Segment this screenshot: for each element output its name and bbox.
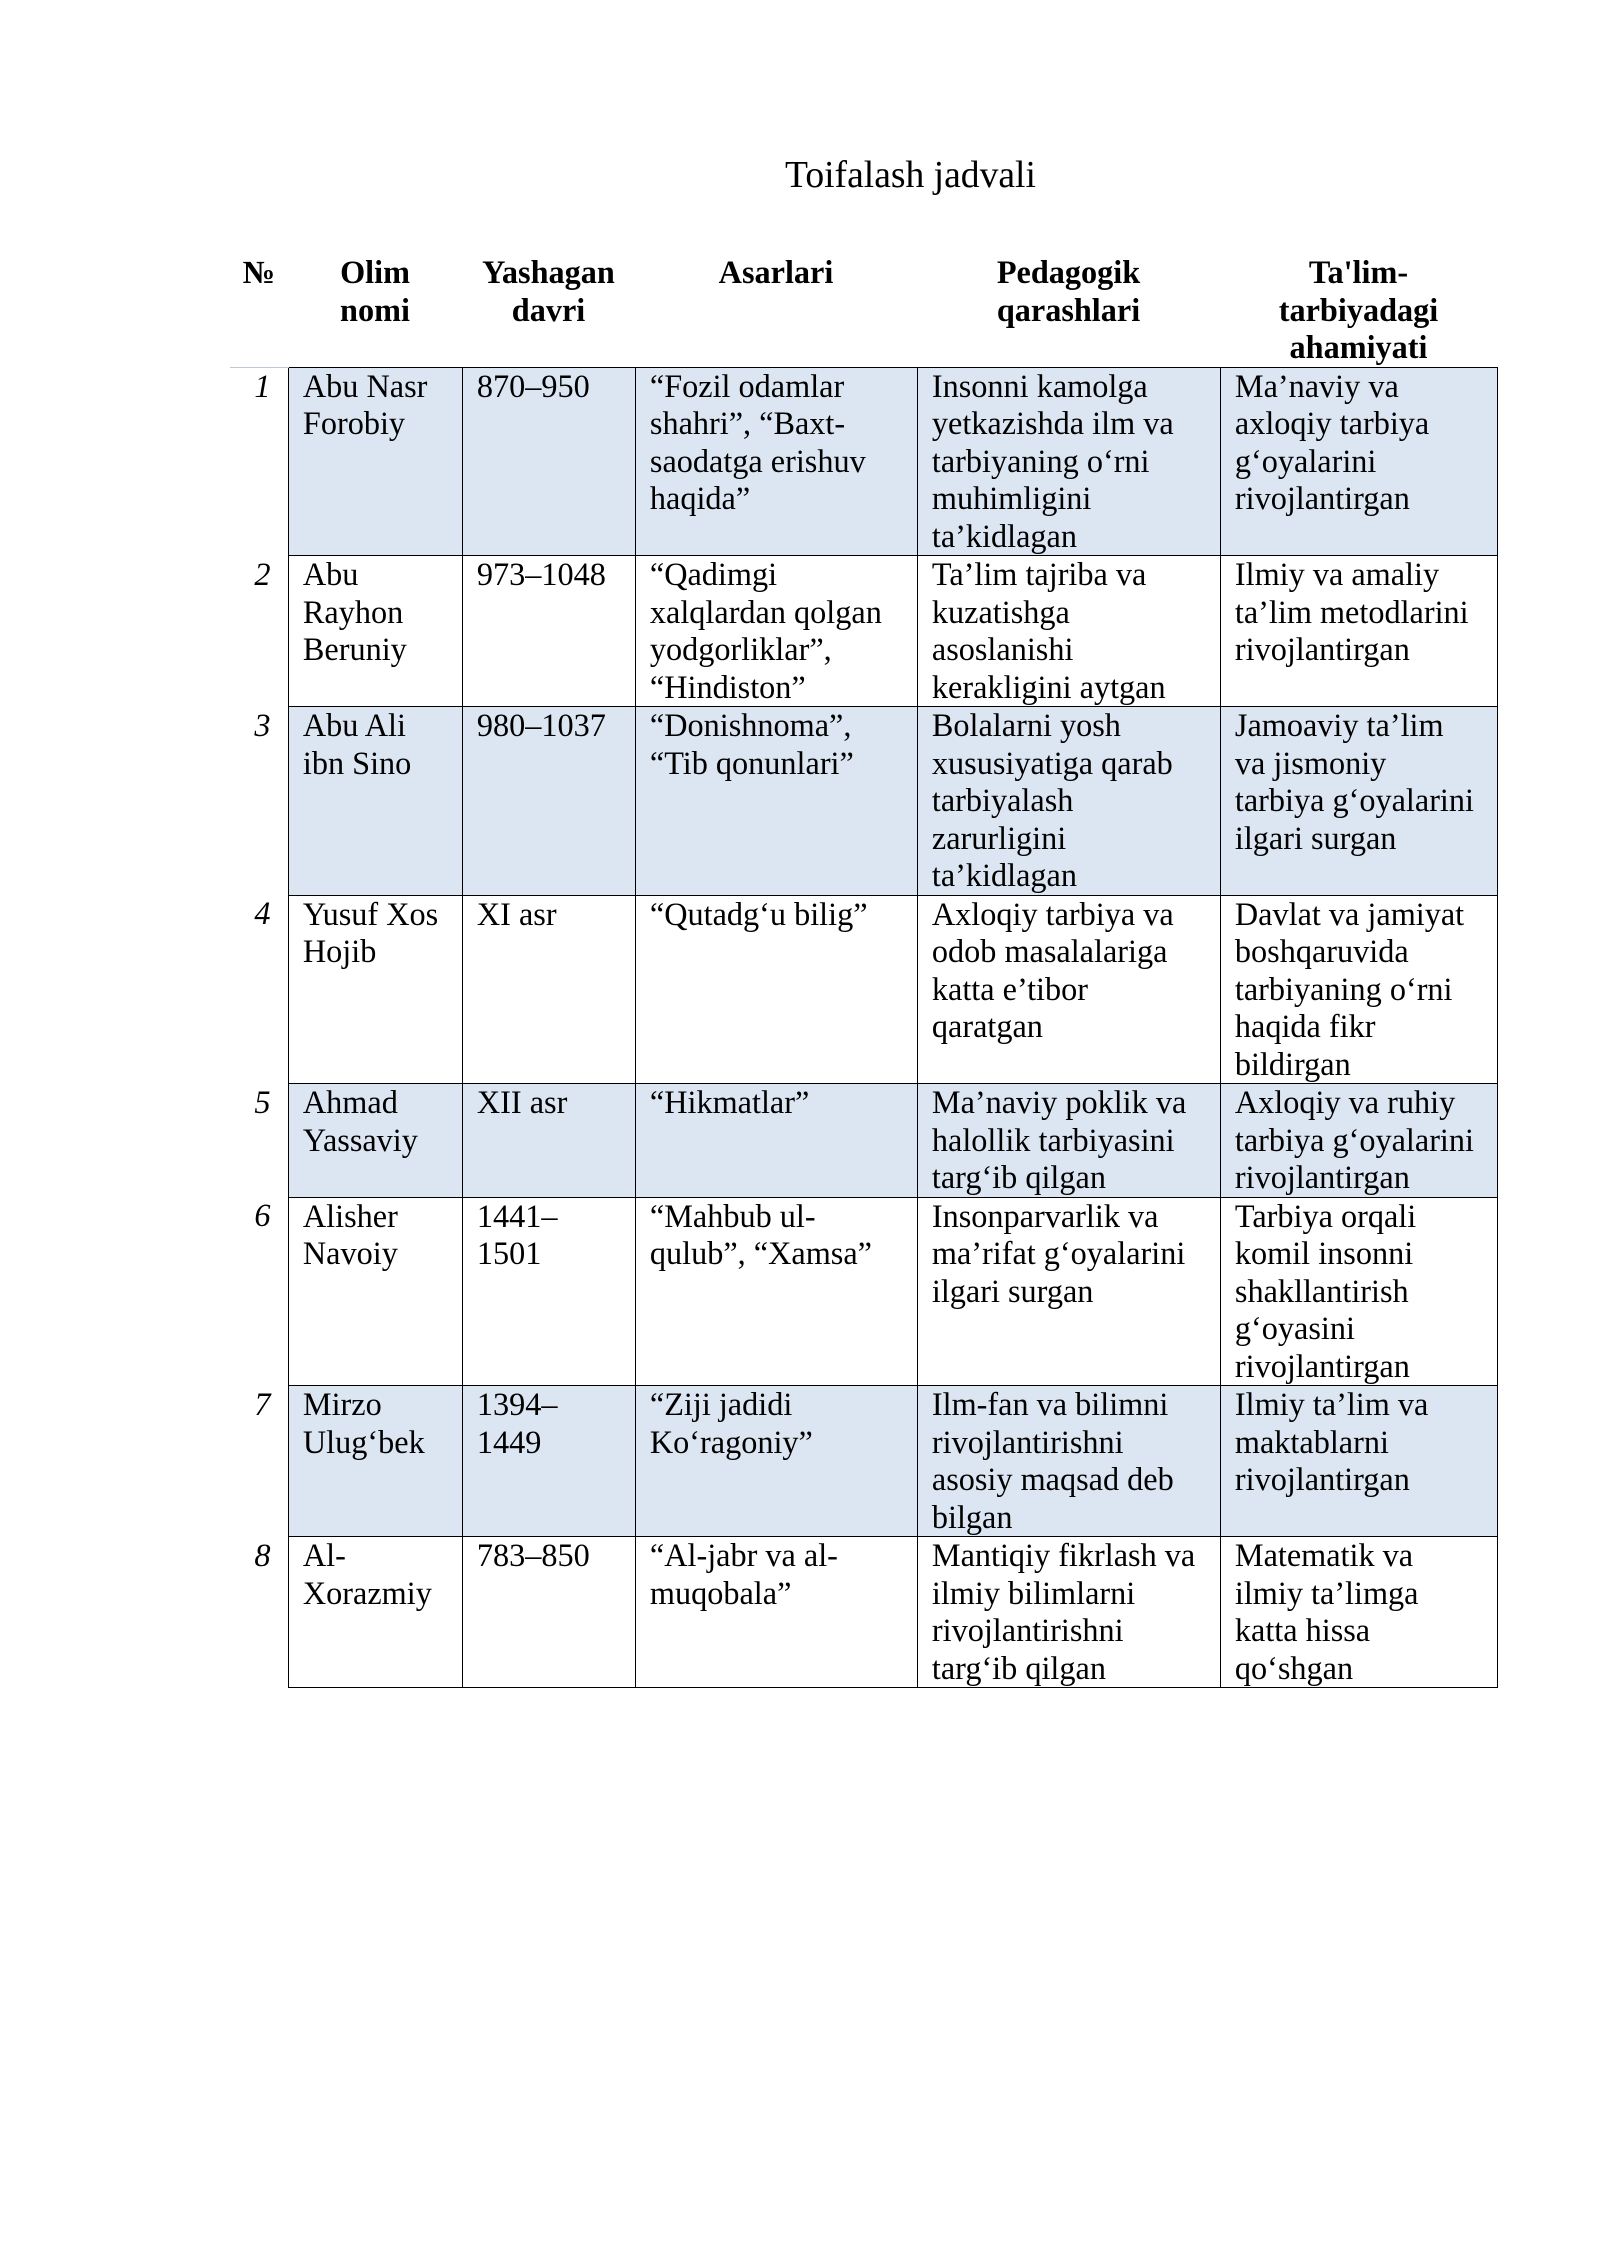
table-row: [230, 1084, 1497, 1198]
table-header-row: [230, 254, 1497, 367]
header-works: Asarlari: [718, 254, 834, 290]
cell-scholar-name: Abu Nasr Forobiy: [288, 367, 462, 556]
table-row: [230, 1197, 1497, 1386]
cell-scholar-name: Al-Xorazmiy: [288, 1537, 462, 1688]
cell-pedagogical-views: Insonni kamolga yetkazishda ilm va tarbiyaning o‘rni muhimligini ta’kidlagan: [917, 367, 1220, 556]
cell-works: “Mahbub ul-qulub”, “Xamsa”: [635, 1197, 917, 1386]
cell-significance: Axloqiy va ruhiy tarbiya g‘oyalarini rivojlantirgan: [1220, 1084, 1497, 1198]
header-significance: Ta'lim-tarbiyadagi ahamiyati: [1278, 254, 1439, 365]
cell-works: “Ziji jadidi Ko‘ragoniy”: [635, 1386, 917, 1537]
cell-period: 1441–1501: [462, 1197, 635, 1386]
header-number: №: [230, 254, 288, 367]
cell-scholar-name: Abu Ali ibn Sino: [288, 707, 462, 896]
cell-scholar-name: Ahmad Yassaviy: [288, 1084, 462, 1198]
cell-works: “Qadimgi xalqlardan qolgan yodgorliklar”, “Hindiston”: [635, 556, 917, 707]
cell-significance: Ilmiy ta’lim va maktablarni rivojlantirgan: [1220, 1386, 1497, 1537]
cell-number: 3: [254, 706, 271, 743]
table-row: [230, 707, 1497, 896]
cell-pedagogical-views: Axloqiy tarbiya va odob masalalariga katta e’tibor qaratgan: [917, 895, 1220, 1084]
cell-pedagogical-views: Mantiqiy fikrlash va ilmiy bilimlarni rivojlantirishni targ‘ib qilgan: [917, 1537, 1220, 1688]
cell-number: 4: [254, 895, 271, 931]
cell-scholar-name: Mirzo Ulug‘bek: [288, 1386, 462, 1537]
document-title: Toifalash jadvali: [785, 155, 1036, 196]
cell-works: “Hikmatlar”: [635, 1084, 917, 1198]
cell-pedagogical-views: Insonparvarlik va ma’rifat g‘oyalarini ilgari surgan: [917, 1197, 1220, 1386]
cell-significance: Ilmiy va amaliy ta’lim metodlarini rivojlantirgan: [1220, 556, 1497, 707]
cell-number: 8: [254, 1536, 271, 1573]
cell-significance: Jamoaviy ta’lim va jismoniy tarbiya g‘oyalarini ilgari surgan: [1220, 707, 1497, 896]
cell-period: 783–850: [462, 1537, 635, 1688]
cell-number: 6: [254, 1197, 271, 1233]
cell-works: “Fozil odamlar shahri”, “Baxt-saodatga erishuv haqida”: [635, 367, 917, 556]
cell-period: XII asr: [462, 1084, 635, 1198]
cell-period: 1394–1449: [462, 1386, 635, 1537]
cell-number: 5: [254, 1083, 271, 1120]
table-row: [230, 1537, 1497, 1688]
cell-number: 2: [254, 555, 271, 592]
cell-works: “Al-jabr va al-muqobala”: [635, 1537, 917, 1688]
table-row: [230, 1386, 1497, 1537]
cell-period: 980–1037: [462, 707, 635, 896]
header-period: Yashagan davri: [482, 254, 615, 328]
cell-pedagogical-views: Bolalarni yosh xususiyatiga qarab tarbiyalash zarurligini ta’kidlagan: [917, 707, 1220, 896]
cell-pedagogical-views: Ta’lim tajriba va kuzatishga asoslanishi kerakligini aytgan: [917, 556, 1220, 707]
cell-period: 870–950: [462, 367, 635, 556]
table-row: [230, 367, 1497, 556]
table-row: [230, 895, 1497, 1084]
cell-works: “Qutadg‘u bilig”: [635, 895, 917, 1084]
cell-period: 973–1048: [462, 556, 635, 707]
cell-number: 7: [254, 1385, 271, 1422]
cell-significance: Tarbiya orqali komil insonni shakllantirish g‘oyasini rivojlantirgan: [1220, 1197, 1497, 1386]
scholars-table: [230, 254, 1498, 1688]
header-pedagogical-views: Pedagogik qarashlari: [996, 254, 1141, 328]
cell-significance: Davlat va jamiyat boshqaruvida tarbiyaning o‘rni haqida fikr bildirgan: [1220, 895, 1497, 1084]
cell-scholar-name: Alisher Navoiy: [288, 1197, 462, 1386]
cell-period: XI asr: [462, 895, 635, 1084]
cell-scholar-name: Abu Rayhon Beruniy: [288, 556, 462, 707]
header-scholar-name: Olim nomi: [340, 254, 410, 328]
cell-works: “Donishnoma”, “Tib qonunlari”: [635, 707, 917, 896]
table-row: [230, 556, 1497, 707]
cell-pedagogical-views: Ilm-fan va bilimni rivojlantirishni asosiy maqsad deb bilgan: [917, 1386, 1220, 1537]
cell-number: 1: [254, 367, 271, 404]
cell-scholar-name: Yusuf Xos Hojib: [288, 895, 462, 1084]
cell-significance: Ma’naviy va axloqiy tarbiya g‘oyalarini rivojlantirgan: [1220, 367, 1497, 556]
cell-pedagogical-views: Ma’naviy poklik va halollik tarbiyasini targ‘ib qilgan: [917, 1084, 1220, 1198]
cell-significance: Matematik va ilmiy ta’limga katta hissa qo‘shgan: [1220, 1537, 1497, 1688]
